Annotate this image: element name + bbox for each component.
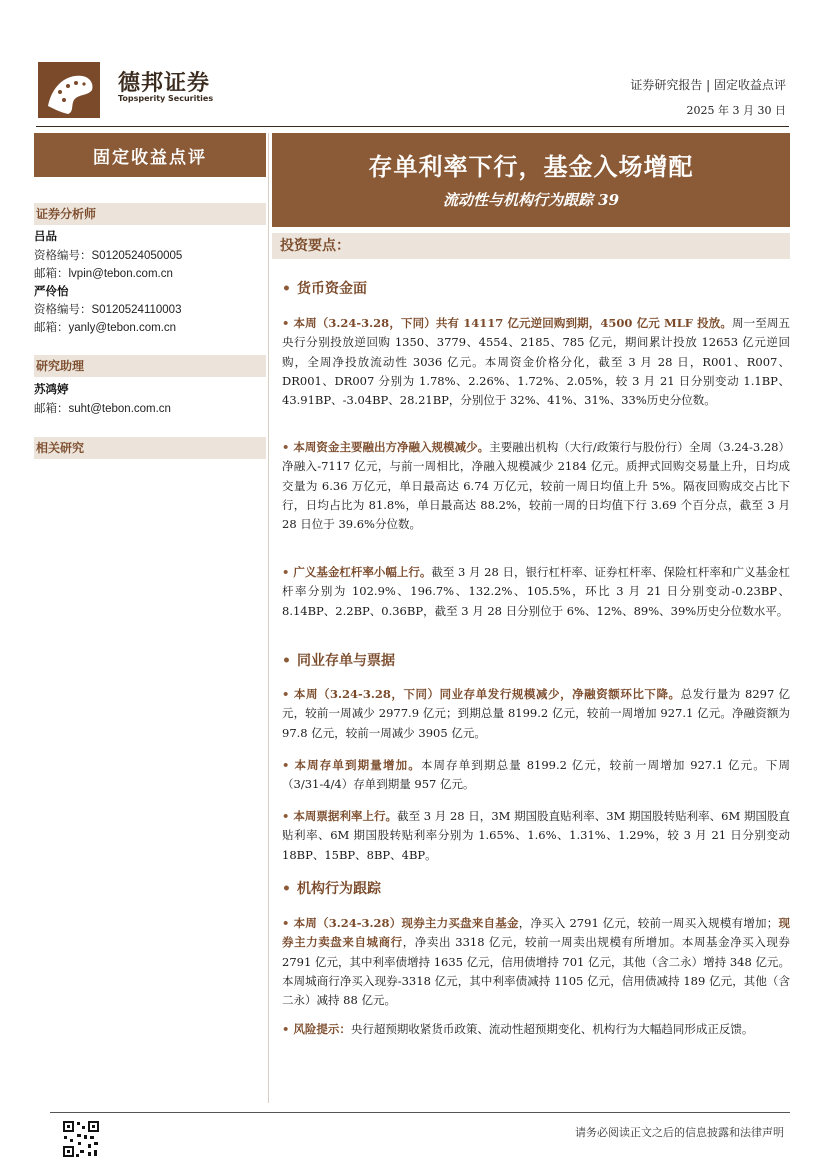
paragraph: • 本周（3.24-3.28，下同）共有 14117 亿元逆回购到期，4500 亿元 MLF 投放。周一至周五央行分别投放逆回购 1350、3779、4554、2185、785 亿元，期间累计投放 12653 亿元逆回购，全周净投放流动性 3036 亿元。本周资金价格分化，截至 3 月 28 日，R001、R007、DR001、DR007 分别为 1.78%、2.26%、1.72%、2.05%，较 3 月 21 日分别变动 1.1BP、43.91BP、-3.04BP、28.21BP，分别位于 32%、41%、31%、33%历史分位数。 bbox=[282, 316, 791, 408]
brand-name-cn: 德邦证券 bbox=[118, 71, 211, 96]
bullet-icon: • bbox=[282, 653, 291, 669]
section-title: • 货币资金面 bbox=[282, 281, 367, 297]
email-link[interactable]: lvpin@tebon.com.cn bbox=[68, 268, 173, 280]
qr-code-icon bbox=[62, 1120, 100, 1158]
bullet-icon: • bbox=[282, 881, 291, 897]
related-research-heading: 相关研究 bbox=[34, 437, 266, 459]
bullet-icon: • bbox=[282, 809, 294, 823]
analyst-name: 吕品 bbox=[34, 229, 57, 243]
analyst-email: 邮箱：yanly@tebon.com.cn bbox=[34, 320, 177, 334]
paragraph: • 广义基金杠杆率小幅上行。截至 3 月 28 日，银行杠杆率、证券杠杆率、保险杠杆率和广义基金杠杆率分别为 102.9%、196.7%、132.2%、105.5%，环比 3 月 21 日分别变动-0.23BP、8.14BP、2.2BP、0.36BP，截至 3 月 28 日分别位于 6%、12%、89%、39%历史分位数水平。 bbox=[282, 565, 790, 618]
key-points-label: 投资要点： bbox=[272, 233, 790, 259]
analyst-name: 严伶怡 bbox=[34, 284, 69, 298]
bullet-icon: • bbox=[282, 758, 295, 772]
paragraph: • 本周（3.24-3.28，下同）同业存单发行规模减少，净融资额环比下降。总发行量为 8297 亿元，较前一周减少 2977.9 亿元；到期总量 8199.2 亿元，较前一周增加 927.1 亿元。净融资额为 97.8 亿元，较前一周减少 3905 亿元。 bbox=[282, 687, 790, 740]
report-title: 存单利率下行，基金入场增配 bbox=[368, 152, 694, 181]
assistant-email: 邮箱：suht@tebon.com.cn bbox=[34, 401, 171, 415]
paragraph: • 本周存单到期量增加。本周存单到期总量 8199.2 亿元，较前一周增加 927.1 亿元。下周（3/31-4/4）存单到期量 957 亿元。 bbox=[282, 758, 791, 792]
footer-disclaimer: 请务必阅读正文之后的信息披露和法律声明 bbox=[575, 1126, 784, 1139]
analyst-cert: 资格编号：S0120524110003 bbox=[34, 302, 182, 316]
section-title: • 同业存单与票据 bbox=[282, 653, 395, 669]
bullet-icon: • bbox=[282, 281, 291, 297]
paragraph: • 风险提示：央行超预期收紧货币政策、流动性超预期变化、机构行为大幅趋同形成正反馈。 bbox=[282, 1022, 754, 1036]
category-banner: 固定收益点评 bbox=[34, 133, 266, 177]
report-subtitle: 流动性与机构行为跟踪 39 bbox=[442, 191, 620, 209]
analyst-cert: 资格编号：S0120524050005 bbox=[34, 248, 183, 262]
header-divider bbox=[36, 126, 789, 127]
analyst-email: 邮箱：lvpin@tebon.com.cn bbox=[34, 266, 173, 280]
bullet-icon: • bbox=[282, 316, 294, 330]
company-logo bbox=[38, 62, 100, 118]
bullet-icon: • bbox=[282, 1022, 294, 1036]
footer-divider bbox=[50, 1112, 790, 1113]
title-banner bbox=[272, 133, 790, 227]
assistant-heading: 研究助理 bbox=[34, 355, 266, 377]
report-type: 证券研究报告 | 固定收益点评 bbox=[630, 78, 786, 92]
paragraph: • 本周票据利率上行。截至 3 月 28 日，3M 期国股直贴利率、3M 期国股转贴利率、6M 期国股直贴利率、6M 期国股转贴利率分别为 1.65%、1.6%、1.31%、1.29%，较 3 月 21 日分别变动 18BP、15BP、8BP、4BP。 bbox=[282, 809, 790, 862]
report-date: 2025 年 3 月 30 日 bbox=[686, 104, 786, 117]
analyst-heading: 证券分析师 bbox=[34, 203, 266, 225]
leopard-logo-icon bbox=[38, 62, 100, 118]
section-title: • 机构行为跟踪 bbox=[282, 881, 381, 897]
email-link[interactable]: suht@tebon.com.cn bbox=[68, 403, 171, 415]
email-link[interactable]: yanly@tebon.com.cn bbox=[68, 322, 177, 334]
column-divider bbox=[268, 133, 269, 1103]
bullet-icon: • bbox=[282, 440, 294, 454]
paragraph: • 本周资金主要融出方净融入规模减少。主要融出机构（大行/政策行与股份行）全周（3.24-3.28）净融入-7117 亿元，与前一周相比，净融入规模减少 2184 亿元。质押式回购交易量上升，日均成交量为 6.36 万亿元，单日最高达 6.74 万亿元，较前一周日均值上升 5%。隔夜回购成交占比下行，日均占比为 81.8%，单日最高达 88.2%，较前一周的日均值下行 3.69 个百分点，截至 3 月 28 日位于 39.6%分位数。 bbox=[282, 440, 791, 532]
brand-name-en: Topsperity Securities bbox=[118, 94, 214, 103]
bullet-icon: • bbox=[282, 916, 294, 930]
bullet-icon: • bbox=[282, 565, 294, 579]
assistant-name: 苏鸿婷 bbox=[34, 382, 69, 396]
bullet-icon: • bbox=[282, 687, 294, 701]
paragraph: • 本周（3.24-3.28）现券主力买盘来自基金，净买入 2791 亿元，较前一周买入规模有增加；现券主力卖盘来自城商行，净卖出 3318 亿元，较前一周卖出规模有所增加。本周基金净买入现券 2791 亿元，其中利率债增持 1635 亿元，信用债增持 701 亿元，其他（含二永）增持 348 亿元。本周城商行净买入现券-3318 亿元，其中利率债减持 1105 亿元，信用债减持 189 亿元，其他（含二永）减持 88 亿元。 bbox=[282, 916, 790, 1008]
